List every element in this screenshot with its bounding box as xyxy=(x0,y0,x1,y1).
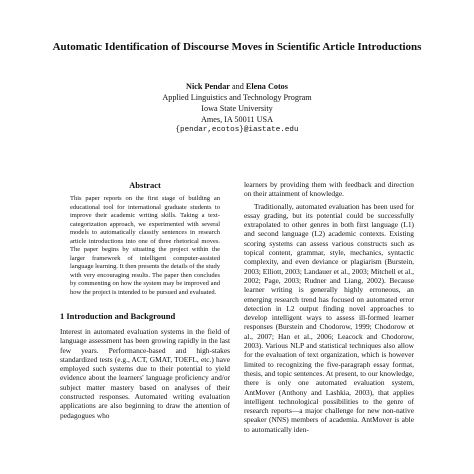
city-address: Ames, IA 50011 USA xyxy=(200,115,274,124)
abstract-text: This paper reports on the first stage of building an educational tool for international graduate students to improve their academic writing skills. Taking a text-categorization approach, we experimented with several models to automatically classify sentences in research article introductions into one of three rhetorical moves. The paper begins by situating the project within the larger framework of intelligent computer-assisted language learning. It then presents the details of the study with very encouraging results. The paper then concludes by commenting on how the system may be improved and how the project is intended to be pursued and evaluated. xyxy=(70,195,220,296)
author-name-2: Elena Cotos xyxy=(245,82,288,91)
section-heading: 1 Introduction and Background xyxy=(60,311,176,321)
paper-title: Automatic Identification of Discourse Moves in Scientific Article Introductions xyxy=(52,41,422,53)
author-email: {pendar,ecotos}@iastate.edu xyxy=(175,126,299,134)
affiliation: Applied Linguistics and Technology Program xyxy=(162,93,312,102)
abstract-heading: Abstract xyxy=(129,180,161,190)
author-names-line xyxy=(60,81,414,92)
continued-paragraph: learners by providing them with feedback and direction on their attainment of knowledge. xyxy=(244,180,414,199)
left-column xyxy=(60,180,230,420)
author-name-1: Nick Pendar xyxy=(186,82,230,91)
body-paragraph: Traditionally, automated evaluation has been used for essay grading, but its potential could be successfully extrapolated to other genres in both first language (L1) and second language (L2) academic contexts. Existing scoring systems can assess various constructs such as topical content, grammar, style, mechanics, syntactic complexity, and even deviance or plagiarism (Burstein, 2003; Elliott, 2003; Landauer et al., 2003; Mitchell et al., 2002; Page, 2003; Rudner and Liang, 2002). Because learner writing is generally highly erroneous, an emerging research trend has focused on automated error detection in L2 output finding novel approaches to develop intelligent ways to assess ill-formed learner responses (Burstein and Chodorow, 1999; Chodorow et al., 2007; Han et al., 2006; Leacock and Chodorow, 2003). Various NLP and statistical techniques also allow for the evaluation of text organization, which is however limited to recognizing the five-paragraph essay format, thesis, and topic sentences. At present, to our knowledge, there is only one automated evaluation system, AntMover (Anthony and Lashkia, 2003), that applies intelligent technological possibilities to the genre of research reports—a major challenge for new non-native speaker (NNS) members of academia. AntMover is able to automatically iden- xyxy=(244,201,414,434)
right-column xyxy=(244,180,414,434)
author-conjunction: and xyxy=(232,82,244,91)
author-block xyxy=(60,81,414,136)
section-paragraph: Interest in automated evaluation systems in the field of language assessment has been growing rapidly in the last few years. Performance-based and high-stakes standardized tests (e.g., ACT, GMAT, TOEFL, etc.) have employed such systems due to their potential to yield evidence about the learners' language proficiency and/or subject matter mastery based on analyses of their constructed responses. Automated writing evaluation applications are also beginning to draw the attention of pedagogues who xyxy=(60,327,230,420)
university: Iowa State University xyxy=(201,104,273,113)
